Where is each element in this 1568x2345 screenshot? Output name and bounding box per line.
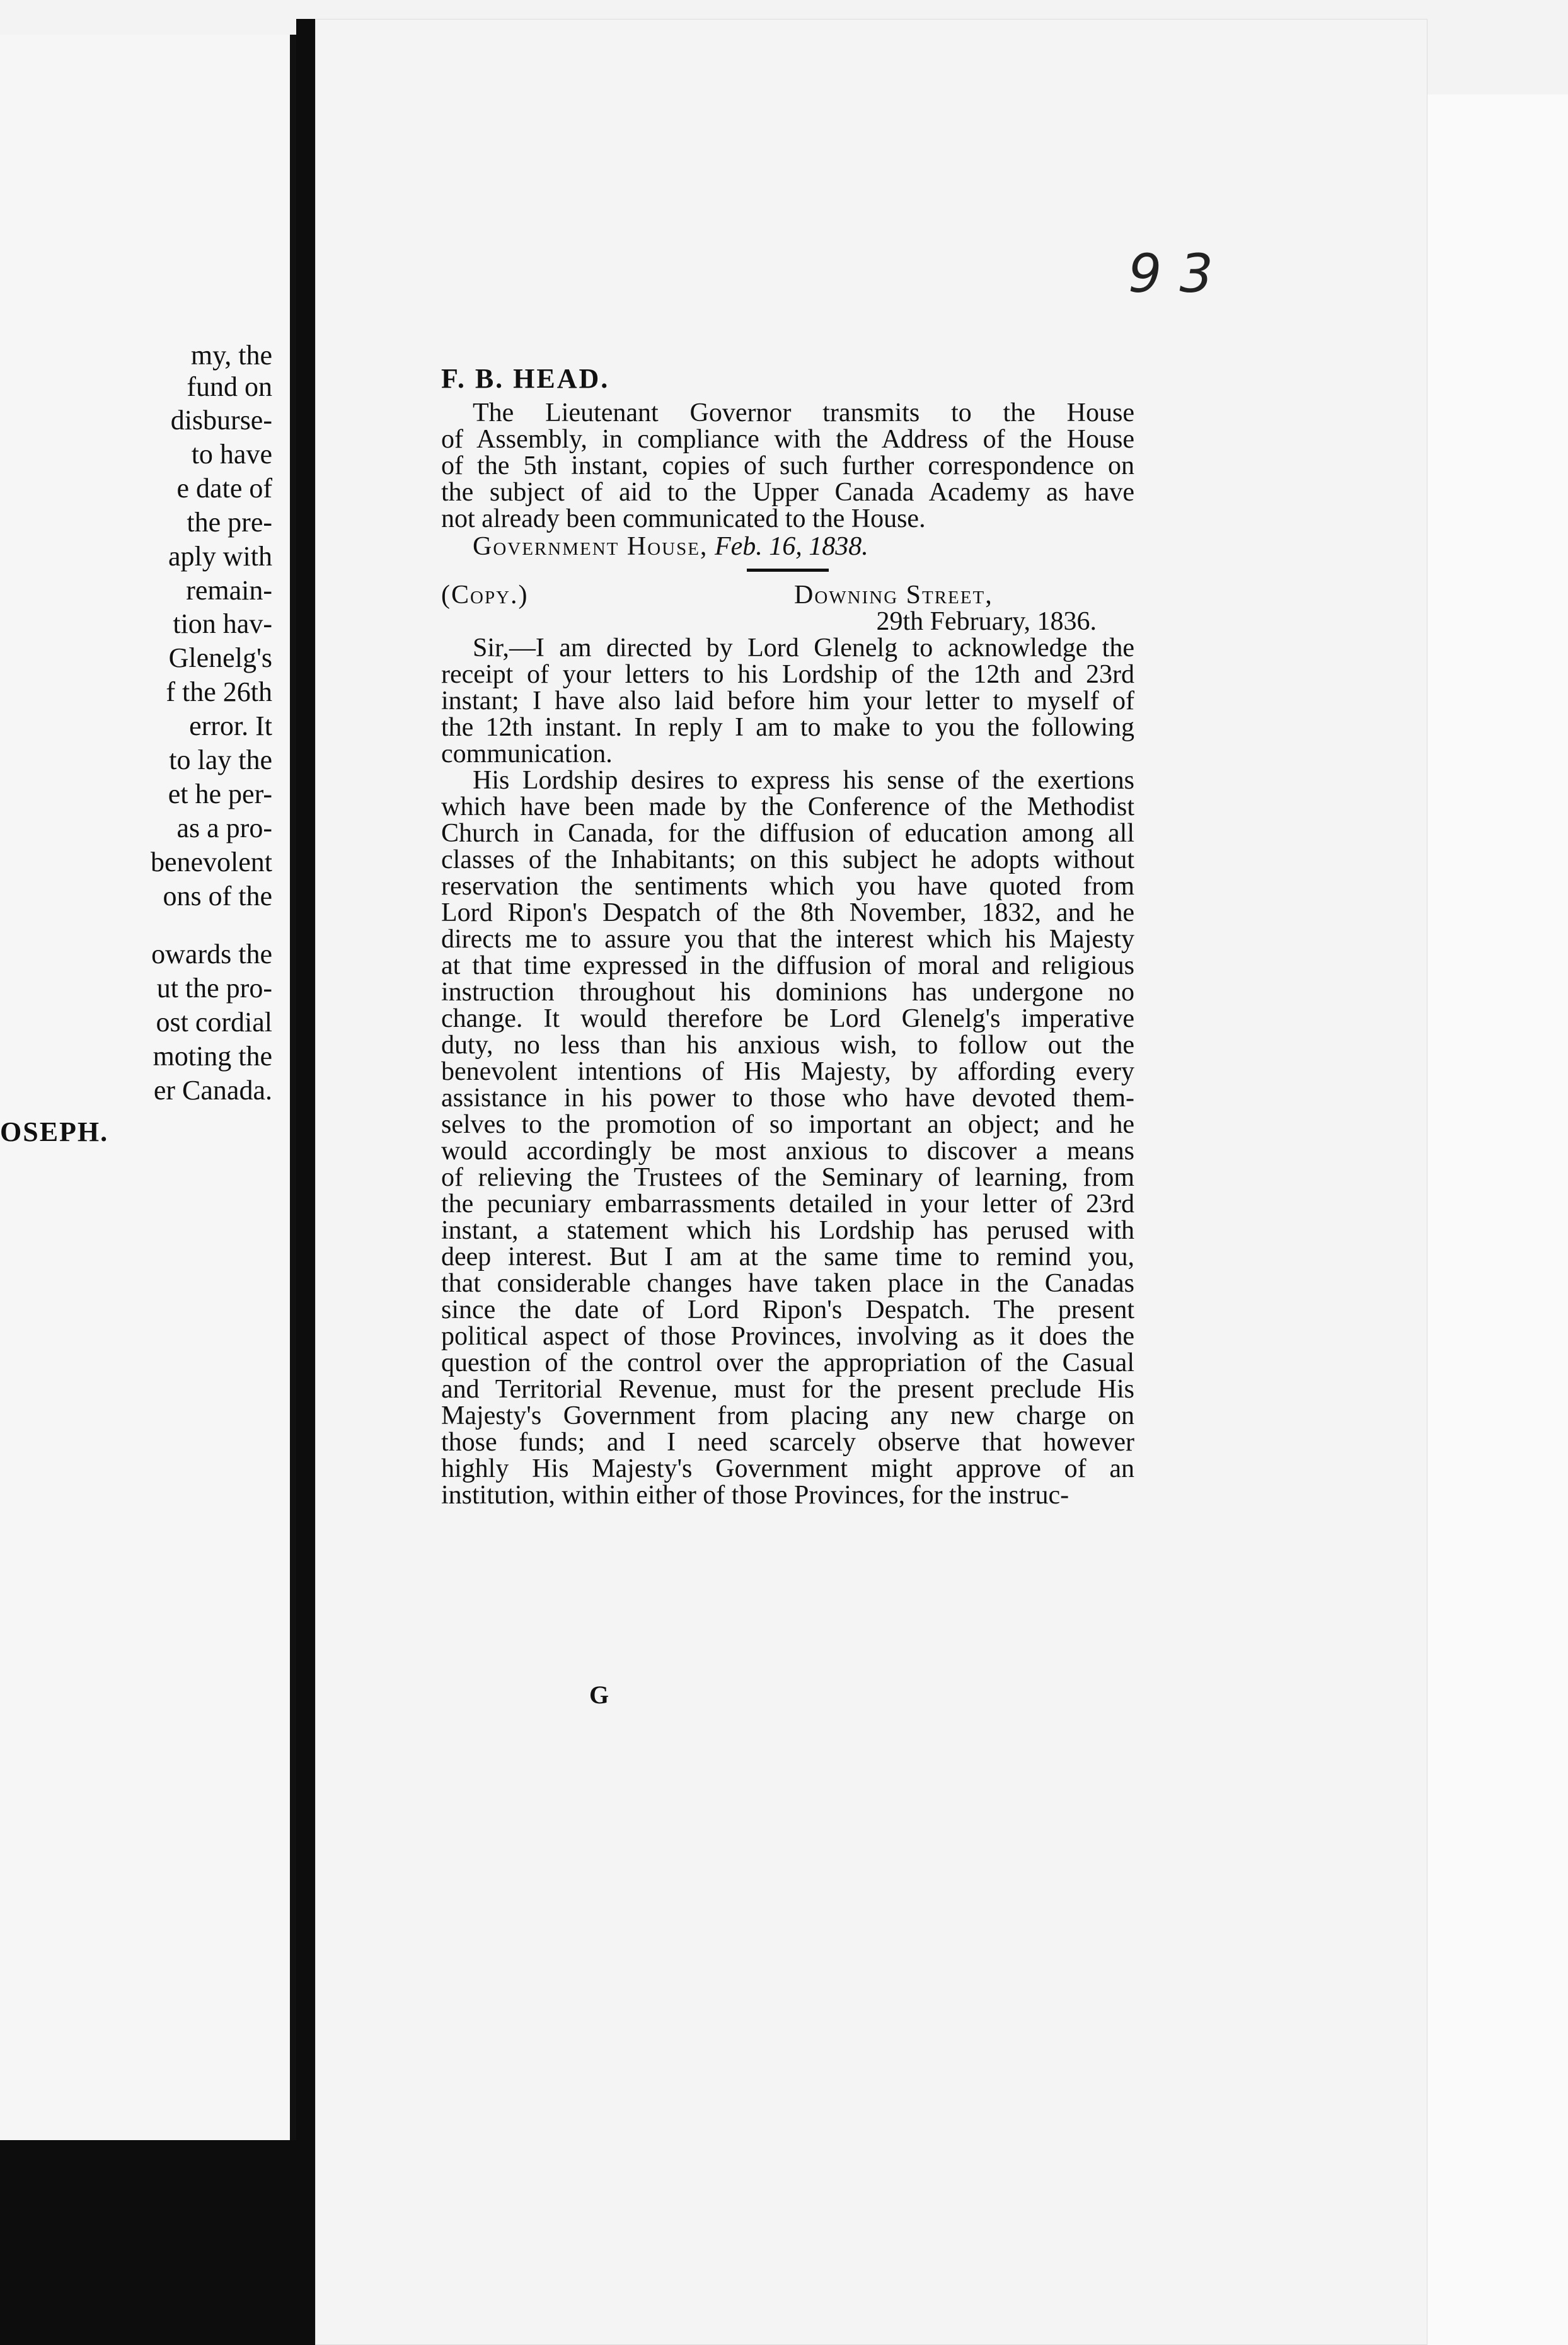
previous-page-line: ons of the xyxy=(163,881,272,912)
page-edge xyxy=(1427,95,1568,2345)
intro-paragraph xyxy=(441,400,1134,532)
text-line: Lord Ripon's Despatch of the 8th November, 1832, and he xyxy=(441,898,1134,927)
handwritten-page-number: 93 xyxy=(1128,243,1231,304)
text-line: The Lieutenant Governor transmits to the House xyxy=(473,398,1134,427)
text-line: directs me to assure you that the interest which his Majesty xyxy=(441,925,1134,954)
text-line: highly His Majesty's Government might approve of an xyxy=(441,1454,1134,1483)
text-line: since the date of Lord Ripon's Despatch. The present xyxy=(441,1295,1134,1324)
text-line: instant; I have also laid before him your letter to myself of xyxy=(441,686,1134,715)
text-line: those funds; and I need scarcely observe that however xyxy=(441,1428,1134,1457)
dateline xyxy=(441,533,1134,560)
text-line: that considerable changes have taken place in the Canadas xyxy=(441,1269,1134,1298)
text-line: question of the control over the appropriation of the Casual xyxy=(441,1348,1134,1377)
dateline-date: Feb. 16, 1838. xyxy=(714,532,868,561)
text-line: receipt of your letters to his Lordship of the 12th and 23rd xyxy=(441,660,1134,689)
previous-page-line: disburse- xyxy=(170,405,272,436)
previous-page-line: benevolent xyxy=(150,847,272,877)
text-line: classes of the Inhabitants; on this subject he adopts without xyxy=(441,845,1134,874)
dateline-place: Government House, xyxy=(473,532,708,561)
text-line: would accordingly be most anxious to discover a means xyxy=(441,1137,1134,1166)
previous-page-line: owards the xyxy=(151,939,272,970)
previous-page-signature: OSEPH. xyxy=(0,1116,109,1147)
previous-page-line: moting the xyxy=(153,1041,272,1072)
previous-page-line: fund on xyxy=(187,371,272,402)
previous-page-line: f the 26th xyxy=(166,676,272,707)
text-line: of Assembly, in compliance with the Address of the House xyxy=(441,425,1134,454)
text-line: political aspect of those Provinces, involving as it does the xyxy=(441,1322,1134,1351)
text-line: Church in Canada, for the diffusion of education among all xyxy=(441,819,1134,848)
previous-page-line: ut the pro- xyxy=(156,973,272,1004)
previous-page-line: as a pro- xyxy=(176,813,272,843)
letter-place: Downing Street, xyxy=(794,581,993,610)
copy-header xyxy=(441,582,1134,608)
text-line: assistance in his power to those who have devoted them- xyxy=(441,1084,1134,1113)
text-line: the pecuniary embarrassments detailed in your letter of 23rd xyxy=(441,1190,1134,1219)
previous-page-line: error. It xyxy=(189,710,272,741)
binding-gutter xyxy=(296,19,315,2345)
text-line: duty, no less than his anxious wish, to follow out the xyxy=(441,1031,1134,1060)
text-line: His Lordship desires to express his sense of the exertions xyxy=(473,766,1134,795)
text-line: instruction throughout his dominions has undergone no xyxy=(441,978,1134,1007)
previous-page-line: the pre- xyxy=(187,507,272,538)
text-line: of the 5th instant, copies of such further correspondence on xyxy=(441,451,1134,480)
signature-mark: G xyxy=(589,1681,609,1709)
text-line: at that time expressed in the diffusion of moral and religious xyxy=(441,951,1134,980)
previous-page-line: to lay the xyxy=(169,744,272,775)
letter-paragraph-1 xyxy=(441,635,1134,767)
previous-page-line: aply with xyxy=(168,541,272,572)
previous-page-line: ost cordial xyxy=(156,1007,272,1038)
signatory: F. B. HEAD. xyxy=(441,363,610,394)
text-line: benevolent intentions of His Majesty, by affording every xyxy=(441,1057,1134,1086)
text-line: institution, within either of those Provinces, for the instruc- xyxy=(441,1481,1069,1510)
text-line: which have been made by the Conference of the Methodist xyxy=(441,792,1134,821)
letter-paragraph-2 xyxy=(441,767,1134,1508)
previous-page-line: e date of xyxy=(176,473,272,504)
text-line: selves to the promotion of so important an object; and he xyxy=(441,1110,1134,1139)
section-rule xyxy=(747,569,829,572)
previous-page-line: my, the xyxy=(190,340,272,371)
text-line: instant, a statement which his Lordship has perused with xyxy=(441,1216,1134,1245)
previous-page-line: to have xyxy=(191,439,272,470)
text-line: the 12th instant. In reply I am to make to you the following xyxy=(441,713,1134,742)
letter-date: 29th February, 1836. xyxy=(876,607,1097,636)
text-line: deep interest. But I am at the same time to remind you, xyxy=(441,1242,1134,1271)
text-line: communication. xyxy=(441,739,613,768)
previous-page-line: remain- xyxy=(186,575,272,606)
previous-page-line: Glenelg's xyxy=(168,642,272,673)
text-line: Majesty's Government from placing any new charge on xyxy=(441,1401,1134,1430)
text-line: not already been communicated to the House. xyxy=(441,504,926,533)
previous-page-line: et he per- xyxy=(168,779,272,809)
text-line: change. It would therefore be Lord Glenelg's imperative xyxy=(441,1004,1134,1033)
text-line: the subject of aid to the Upper Canada Academy as have xyxy=(441,478,1134,507)
previous-page-fragment xyxy=(0,35,296,2140)
document-text xyxy=(441,363,1134,1510)
previous-page-line: tion hav- xyxy=(173,608,272,639)
previous-page-line: er Canada. xyxy=(153,1075,272,1106)
text-line: reservation the sentiments which you have quoted from xyxy=(441,872,1134,901)
text-line: of relieving the Trustees of the Seminary of learning, from xyxy=(441,1163,1134,1192)
copy-label: (Copy.) xyxy=(441,581,529,610)
text-line: Sir,—I am directed by Lord Glenelg to acknowledge the xyxy=(473,634,1134,663)
text-line: and Territorial Revenue, must for the present preclude His xyxy=(441,1375,1134,1404)
scan-border xyxy=(0,2140,315,2345)
